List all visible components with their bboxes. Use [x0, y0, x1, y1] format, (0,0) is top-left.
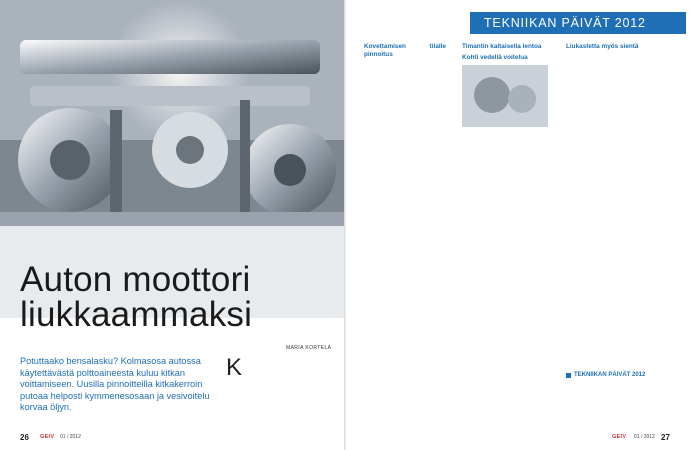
engine-thumbnail-icon: [462, 65, 548, 127]
title-line-2: liukkaammaksi: [20, 295, 253, 334]
column-right-2: [462, 40, 548, 432]
page-number-right: 27: [661, 433, 670, 442]
issue-number-right: 01 / 2012: [634, 434, 655, 440]
subheading-fungus: Liukastetta myös sientä: [566, 43, 639, 50]
issue-number-left: 01 / 2012: [60, 434, 81, 440]
subheading-diamond: Timantin kaltaisella lentoa: [462, 43, 542, 50]
magazine-logo-right: GEIV: [612, 434, 627, 440]
column-right-1: [364, 40, 446, 432]
event-sidebar: [566, 372, 670, 381]
page-number-left: 26: [20, 433, 29, 442]
drop-cap: K: [226, 357, 243, 381]
title-line-1: Auton moottori: [20, 260, 251, 299]
page-gutter: [344, 0, 346, 450]
subheading-water: Kohti vedellä voitelua: [462, 54, 528, 61]
byline: MARIA KORTELA: [286, 345, 332, 351]
magazine-logo-left: GEIV: [40, 434, 55, 440]
lead-paragraph: Potuttaako bensalasku? Kolmasosa autossa käytettävästä polttoaineesta kuluu kitkan voittamiseen. Uusilla pinnoitteilla kitkakerroin putoaa helposti kymmenesosaan ja vesivoitelu korvaa öljyn.: [20, 356, 210, 413]
column-left-2: [286, 357, 340, 435]
section-banner: TEKNIIKAN PÄIVÄT 2012: [470, 12, 686, 34]
column-left-1: [226, 357, 284, 435]
square-bullet-icon: [566, 373, 571, 378]
sidebar-heading: [566, 372, 670, 378]
sidebar-heading-text: TEKNIIKAN PÄIVÄT 2012: [574, 372, 646, 378]
article-title: [20, 262, 340, 332]
subheading-coating: Kovettamisen tilalle pinnoitus: [364, 43, 446, 58]
